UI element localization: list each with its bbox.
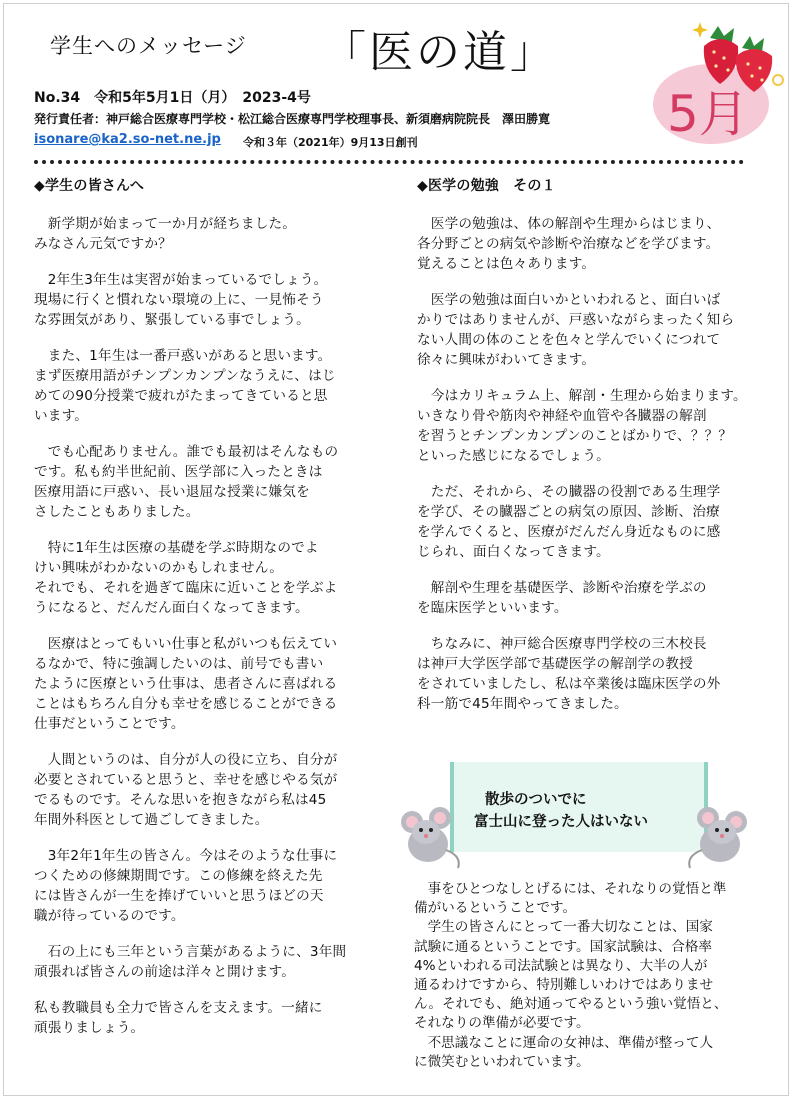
mouse-icon [390,792,466,872]
paragraph: でも心配ありません。誰でも最初はそんなもの です。私も約半世紀前、医学部に入ったときは 医療用語に戸惑い、長い退屈な授業に嫌気を さしたこともありました。 [34,444,339,520]
mouse-icon [682,792,758,872]
quote-banner [390,752,760,872]
paragraph: 2年生3年生は実習が始まっているでしょう。 現場に行くと慣れない環境の上に、一見怖そう な雰囲気があり、緊張している事でしょう。 [34,272,328,328]
paragraph: 医学の勉強は面白いかといわれると、面白いば かりではありませんが、戸惑いながらまったく知ら ない人間の体のことを色々と学んでいくにつれて 徐々に興味がわいてきます。 [417,292,735,368]
paragraph: 解剖や生理を基礎医学、診断や治療を学ぶの を臨床医学といいます。 [417,580,707,616]
header-divider [34,160,744,164]
paragraph: 石の上にも三年という言葉があるように、3年間 頑張れば皆さんの前途は洋々と開けます。 [34,944,347,980]
issue-line: No.34 令和5年5月1日（月） 2023-4号 [34,90,311,106]
paragraph: 私も教職員も全力で皆さんを支えます。一緒に 頑張りましょう。 [34,1000,323,1036]
banner-line-1: 散歩のついでに [485,792,587,808]
banner-line-2: 富士山に登った人はいない [474,814,648,830]
founded-date: 令和３年（2021年）9月13日創刊 [243,136,418,149]
left-column [34,176,369,1054]
paragraph: 3年2年1年生の皆さん。今はそのような仕事に つくための修練期間です。この修練を終えた先 には皆さんが一生を捧げていいと思うほどの天 職が待っているのです。 [34,848,338,924]
paragraph: 今はカリキュラム上、解剖・生理から始まります。 いきなり骨や筋肉や神経や血管や各臓器の解剖 を習うとチンプンカンプンのことばかりで、？？？ といった感じになるでしょう。 [417,388,747,464]
paragraph: ただ、それから、その臓器の役割である生理学 を学び、その臓器ごとの病気の原因、診断、治療 を学んでくると、医療がだんだん身近なものに感 じられ、面白くなってきます。 [417,484,721,560]
paragraph: 人間というのは、自分が人の役に立ち、自分が 必要とされていると思うと、幸せを感じやる気が でるものです。そんな思いを抱きながら私は45 年間外科医として過ごしてきました。 [34,752,338,828]
newsletter-subtitle: 学生へのメッセージ [50,34,247,58]
publisher-line: 発行責任者：神戸総合医療専門学校・松江総合医療専門学校理事長、新須磨病院院長 澤田勝寛 [34,112,551,126]
right-heading: ◆医学の勉強 その１ [417,178,556,194]
email-link[interactable]: isonare@ka2.so-net.ne.jp [34,132,221,147]
month-label: 5月 [667,85,749,143]
paragraph: ちなみに、神戸総合医療専門学校の三木校長 は神戸大学医学部で基礎医学の解剖学の教授 をされていましたし、私は卒業後は臨床医学の外 科一筋で45年間やってきました。 [417,636,721,712]
right-column [417,176,757,730]
paragraph: 新学期が始まって一か月が経ちました。 みなさん元気ですか？ [34,216,297,252]
left-heading: ◆学生の皆さんへ [34,178,145,194]
paragraph: また、1年生は一番戸惑いがあると思います。 まず医療用語がチンプンカンプンなうえに、はじ めての90分授業で疲れがたまってきていると思 います。 [34,348,336,424]
newsletter-title: 「医の道」 [322,27,557,78]
paragraph: 事をひとつなしとげるには、それなりの覚悟と準 備がいるということです。 学生の皆さんにとって一番大切なことは、国家 試験に通るということです。国家試験は、合格率 4%といわれる司法試験とは異なり、大半の人が 通るわけですから、特別難しいわけではありませ ん。それでも、絶対通ってやるという強い覚悟と、 それなりの準備が必要です。 不思議なことに運命の女神は、準備が整って人 に微笑むといわれています。 [414,881,728,1070]
paragraph: 医療はとってもいい仕事と私がいつも伝えてい るなかで、特に強調したいのは、前号でも書い たように医療という仕事は、患者さんに喜ばれる ことはもちろん自分も幸せを感じることができる 仕事だということです。 [34,636,338,732]
paragraph: 特に1年生は医療の基礎を学ぶ時期なのでよ けい興味がわかないのかもしれません。 それでも、それを過ぎて臨床に近いことを学ぶよ うになると、だんだん面白くなってきます。 [34,540,338,616]
bottom-right-text [414,880,760,1072]
paragraph: 医学の勉強は、体の解剖や生理からはじまり、 各分野ごとの病気や診断や治療などを学びます。 覚えることは色々あります。 [417,216,721,272]
